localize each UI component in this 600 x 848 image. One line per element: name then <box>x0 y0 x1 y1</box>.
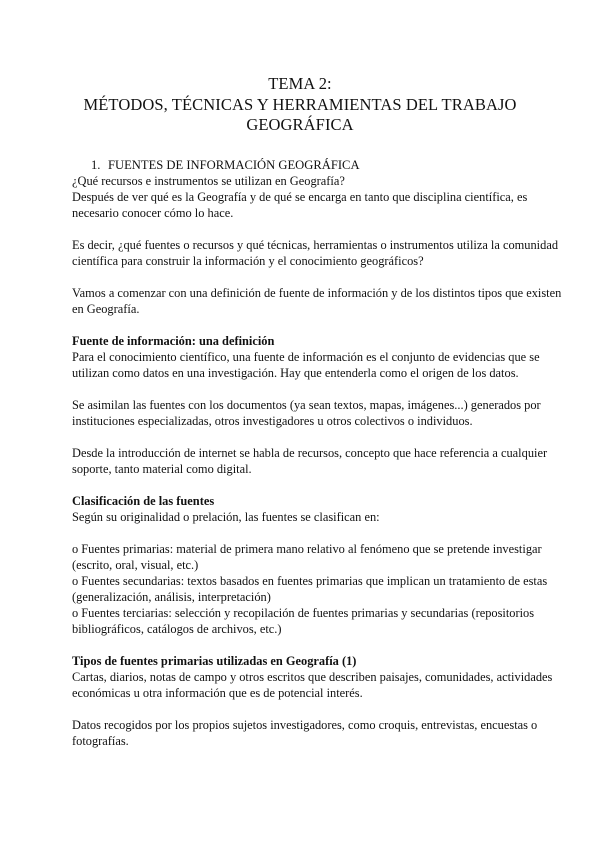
section-heading <box>91 157 562 173</box>
subheading-classification: Clasificación de las fuentes <box>72 494 215 508</box>
paragraph: Cartas, diarios, notas de campo y otros escritos que describen paisajes, comunidades, actividades económicas u otra información que es de potencial interés. <box>72 670 553 700</box>
section-number: 1. <box>91 158 101 172</box>
title-line-2: MÉTODOS, TÉCNICAS Y HERRAMIENTAS DEL TRABAJO <box>83 94 517 114</box>
list-item: o Fuentes secundarias: textos basados en fuentes primarias que implican un tratamiento de estas (generalización, análisis, interpretación) <box>72 574 548 604</box>
paragraph: Según su originalidad o prelación, las fuentes se clasifican en: <box>72 510 380 524</box>
list-item: o Fuentes terciarias: selección y recopilación de fuentes primarias y secundarias (repositorios bibliográficos, catálogos de archivos, etc.) <box>72 606 535 636</box>
list-item: o Fuentes primarias: material de primera mano relativo al fenómeno que se pretende investigar (escrito, oral, visual, etc.) <box>72 542 542 572</box>
section-title: FUENTES DE INFORMACIÓN GEOGRÁFICA <box>108 158 360 172</box>
paragraph: Después de ver qué es la Geografía y de qué se encarga en tanto que disciplina científica, es necesario conocer cómo lo hace. <box>72 190 528 220</box>
paragraph: Datos recogidos por los propios sujetos investigadores, como croquis, entrevistas, encuestas o fotografías. <box>72 718 538 748</box>
document-title <box>40 74 560 136</box>
subheading-definition: Fuente de información: una definición <box>72 334 275 348</box>
paragraph: Vamos a comenzar con una definición de fuente de información y de los distintos tipos que existen en Geografía. <box>72 286 562 316</box>
paragraph: Desde la introducción de internet se habla de recursos, concepto que hace referencia a cualquier soporte, tanto material como digital. <box>72 446 548 476</box>
paragraph: Para el conocimiento científico, una fuente de información es el conjunto de evidencias que se utilizan como datos en una investigación. Hay que entenderla como el origen de los datos. <box>72 350 540 380</box>
paragraph: Se asimilan las fuentes con los documentos (ya sean textos, mapas, imágenes...) generados por instituciones especializadas, otros investigadores u otros colectivos o individuos. <box>72 398 541 428</box>
document-body <box>72 157 562 749</box>
paragraph: Es decir, ¿qué fuentes o recursos y qué técnicas, herramientas o instrumentos utiliza la comunidad científica para construir la información y el conocimiento geográficos? <box>72 238 559 268</box>
title-line-1: TEMA 2: <box>268 74 332 93</box>
subheading-primary-types: Tipos de fuentes primarias utilizadas en Geografía (1) <box>72 654 357 668</box>
intro-question: ¿Qué recursos e instrumentos se utilizan en Geografía? <box>72 174 345 188</box>
title-line-3: GEOGRÁFICA <box>246 115 354 134</box>
